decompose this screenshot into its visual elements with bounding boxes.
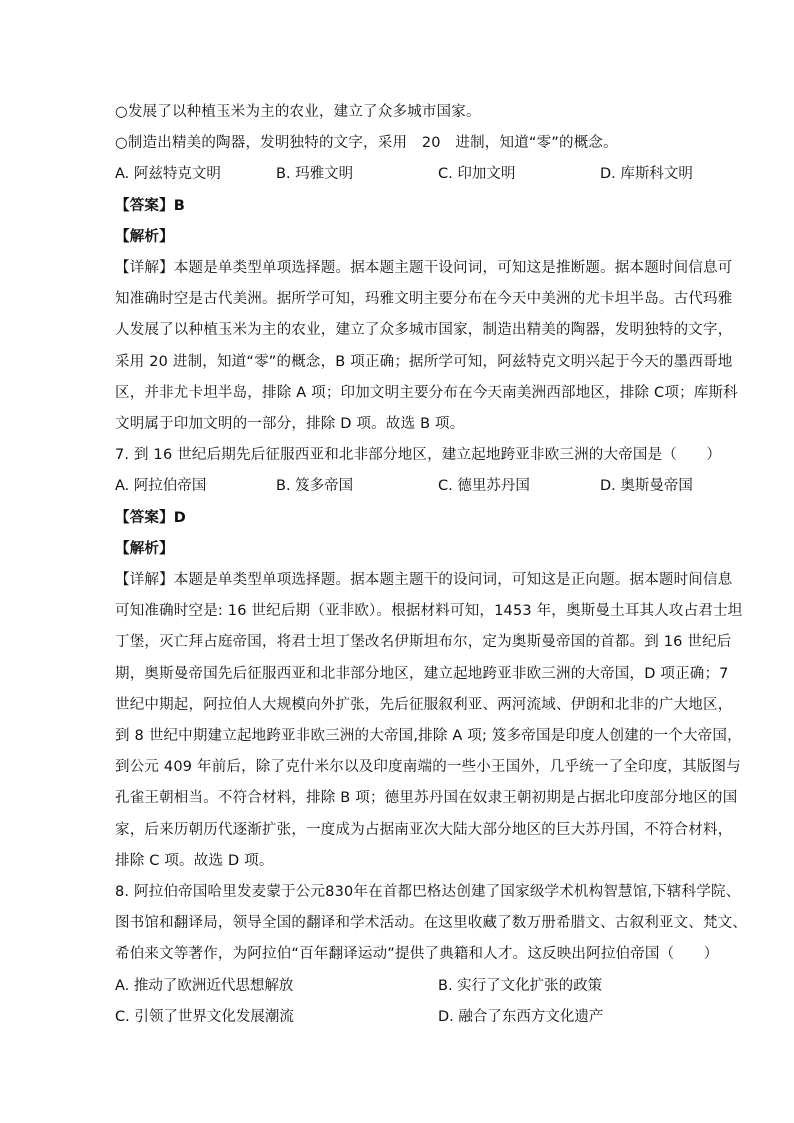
q6-answer: 【答案】B <box>115 198 186 214</box>
q6-option-c[interactable]: C. 印加文明 <box>438 166 516 182</box>
q7-detail-line: 到公元 409 年前后，除了克什米尔以及印度南端的一些小王国外，几乎统一了全印度，其版图与 <box>115 759 741 775</box>
q8-option-c[interactable]: C. 引领了世界文化发展潮流 <box>115 1009 294 1025</box>
q6-option-d[interactable]: D. 库斯科文明 <box>600 166 693 182</box>
q8-option-d[interactable]: D. 融合了东西方文化遗产 <box>438 1009 604 1025</box>
q7-answer: 【答案】D <box>115 510 187 526</box>
q6-detail-line: 知准确时空是古代美洲。据所学可知，玛雅文明主要分布在今天中美洲的尤卡坦半岛。古代玛雅 <box>115 291 733 307</box>
intro-line-1: ○发展了以种植玉米为主的农业，建立了众多城市国家。 <box>115 104 481 120</box>
q7-stem: 7. 到 16 世纪后期先后征服西亚和北非部分地区，建立起地跨亚非欧三洲的大帝国是（ ） <box>115 447 722 463</box>
q6-detail-line: 采用 20 进制，知道“零”的概念，B 项正确；据所学可知，阿兹特克文明兴起于今天的墨西哥地 <box>115 354 733 370</box>
q7-option-a[interactable]: A. 阿拉伯帝国 <box>115 478 207 494</box>
q8-stem-line: 8. 阿拉伯帝国哈里发麦蒙于公元830年在首都巴格达创建了国家级学术机构智慧馆,下辖科学院、 <box>115 884 741 900</box>
q6-detail-line: 人发展了以种植玉米为主的农业，建立了众多城市国家，制造出精美的陶器，发明独特的文字， <box>115 322 733 338</box>
q7-detail-line: 期，奥斯曼帝国先后征服西亚和北非部分地区，建立起地跨亚非欧三洲的大帝国，D 项正确；7 <box>115 666 729 682</box>
q7-option-d[interactable]: D. 奥斯曼帝国 <box>600 478 693 494</box>
q6-detail-line: 区，并非尤卡坦半岛，排除 A 项；印加文明主要分布在今天南美洲西部地区，排除 C项；库斯科 <box>115 385 738 401</box>
q7-detail-line: 到 8 世纪中期建立起地跨亚非欧三洲的大帝国,排除 A 项; 笈多帝国是印度人创建的一个大帝国， <box>115 728 742 744</box>
q6-option-b[interactable]: B. 玛雅文明 <box>276 166 354 182</box>
q7-detail-line: 家，后来历朝历代逐渐扩张，一度成为占据南亚次大陆大部分地区的巨大苏丹国，不符合材料， <box>115 822 733 838</box>
q8-option-b[interactable]: B. 实行了文化扩张的政策 <box>438 978 603 994</box>
q6-analysis-label: 【解析】 <box>115 229 174 245</box>
q7-option-c[interactable]: C. 德里苏丹国 <box>438 478 530 494</box>
q6-detail-line: 【详解】本题是单类型单项选择题。据本题主题干设问词，可知这是推断题。据本题时间信息可 <box>115 260 733 276</box>
q7-detail-line: 世纪中期起，阿拉伯人大规模向外扩张，先后征服叙利亚、两河流域、伊朗和北非的广大地区， <box>115 697 733 713</box>
q7-detail-line: 丁堡，灭亡拜占庭帝国，将君士坦丁堡改名伊斯坦布尔，定为奥斯曼帝国的首都。到 16 世纪后 <box>115 634 732 650</box>
q7-detail-line: 【详解】本题是单类型单项选择题。据本题主题干的设问词，可知这是正向题。据本题时间信息 <box>115 572 733 588</box>
q8-stem-line: 希伯来文等著作，为阿拉伯“百年翻译运动”提供了典籍和人才。这反映出阿拉伯帝国（ ） <box>115 946 719 962</box>
intro-line-2: ○制造出精美的陶器，发明独特的文字，采用 20 进制，知道“零”的概念。 <box>115 135 618 151</box>
q7-detail-line: 可知准确时空是: 16 世纪后期（亚非欧）。根据材料可知，1453 年，奥斯曼土耳其人攻占君士坦 <box>115 603 743 619</box>
q7-detail-line: 排除 C 项。故选 D 项。 <box>115 853 274 869</box>
q6-option-a[interactable]: A. 阿兹特克文明 <box>115 166 221 182</box>
q6-detail-line: 文明属于印加文明的一部分，排除 D 项。故选 B 项。 <box>115 416 465 432</box>
q8-option-a[interactable]: A. 推动了欧洲近代思想解放 <box>115 978 294 994</box>
q7-detail-line: 孔雀王朝相当。不符合材料，排除 B 项；德里苏丹国在奴隶王朝初期是占据北印度部分地区的国 <box>115 790 738 806</box>
q7-analysis-label: 【解析】 <box>115 541 174 557</box>
q7-option-b[interactable]: B. 笈多帝国 <box>276 478 354 494</box>
q8-stem-line: 图书馆和翻译局，领导全国的翻译和学术活动。在这里收藏了数万册希腊文、古叙利亚文、梵文、 <box>115 915 748 931</box>
